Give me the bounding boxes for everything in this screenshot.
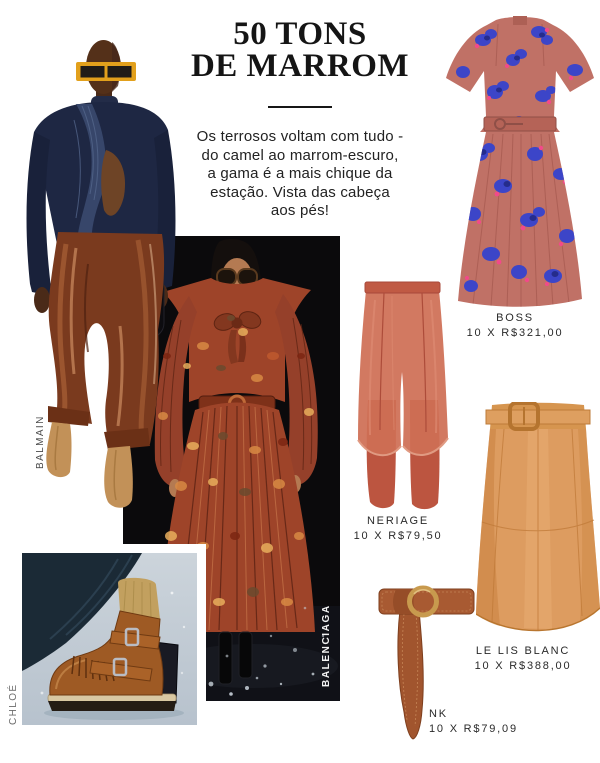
product-label-nk[interactable]: [429, 707, 518, 736]
page-title: [0, 18, 600, 82]
lelisblanc-skirt-image[interactable]: [476, 402, 600, 642]
credit-balenciaga: BALENCIAGA: [321, 604, 332, 687]
intro-paragraph: [150, 128, 450, 221]
title-line-2: DE MARROM: [190, 48, 410, 84]
chloe-shoe-photo: [22, 553, 197, 725]
brand-name[interactable]: LE LIS BLANC: [475, 645, 571, 657]
product-label-neriage[interactable]: [328, 514, 468, 543]
intro-line: do camel ao marrom-escuro,: [201, 146, 399, 164]
camel-boot: [46, 422, 71, 477]
product-label-lelisblanc[interactable]: [448, 644, 598, 673]
price: 10 X R$79,50: [353, 529, 443, 542]
price: 10 X R$79,09: [429, 722, 518, 735]
camel-boot: [104, 446, 133, 508]
title-line-1: 50 TONS: [233, 16, 367, 52]
intro-line: a gama é a mais chique da: [207, 165, 393, 183]
balmain-model: [27, 40, 176, 508]
product-label-boss[interactable]: [440, 311, 590, 340]
intro-line: aos pés!: [270, 202, 330, 220]
brand-name[interactable]: NERIAGE: [366, 515, 430, 527]
neriage-pants-image[interactable]: [356, 280, 450, 515]
brand-name[interactable]: NK: [429, 708, 448, 720]
intro-line: Os terrosos voltam com tudo -: [196, 128, 404, 145]
intro-line: estação. Vista das cabeça: [210, 183, 390, 201]
credit-chloe: CHLOÉ: [8, 683, 19, 725]
price: 10 X R$321,00: [466, 326, 564, 339]
title-divider: [268, 106, 332, 108]
credit-balmain: BALMAIN: [35, 415, 46, 469]
price: 10 X R$388,00: [474, 659, 572, 672]
brand-name[interactable]: BOSS: [496, 312, 534, 324]
